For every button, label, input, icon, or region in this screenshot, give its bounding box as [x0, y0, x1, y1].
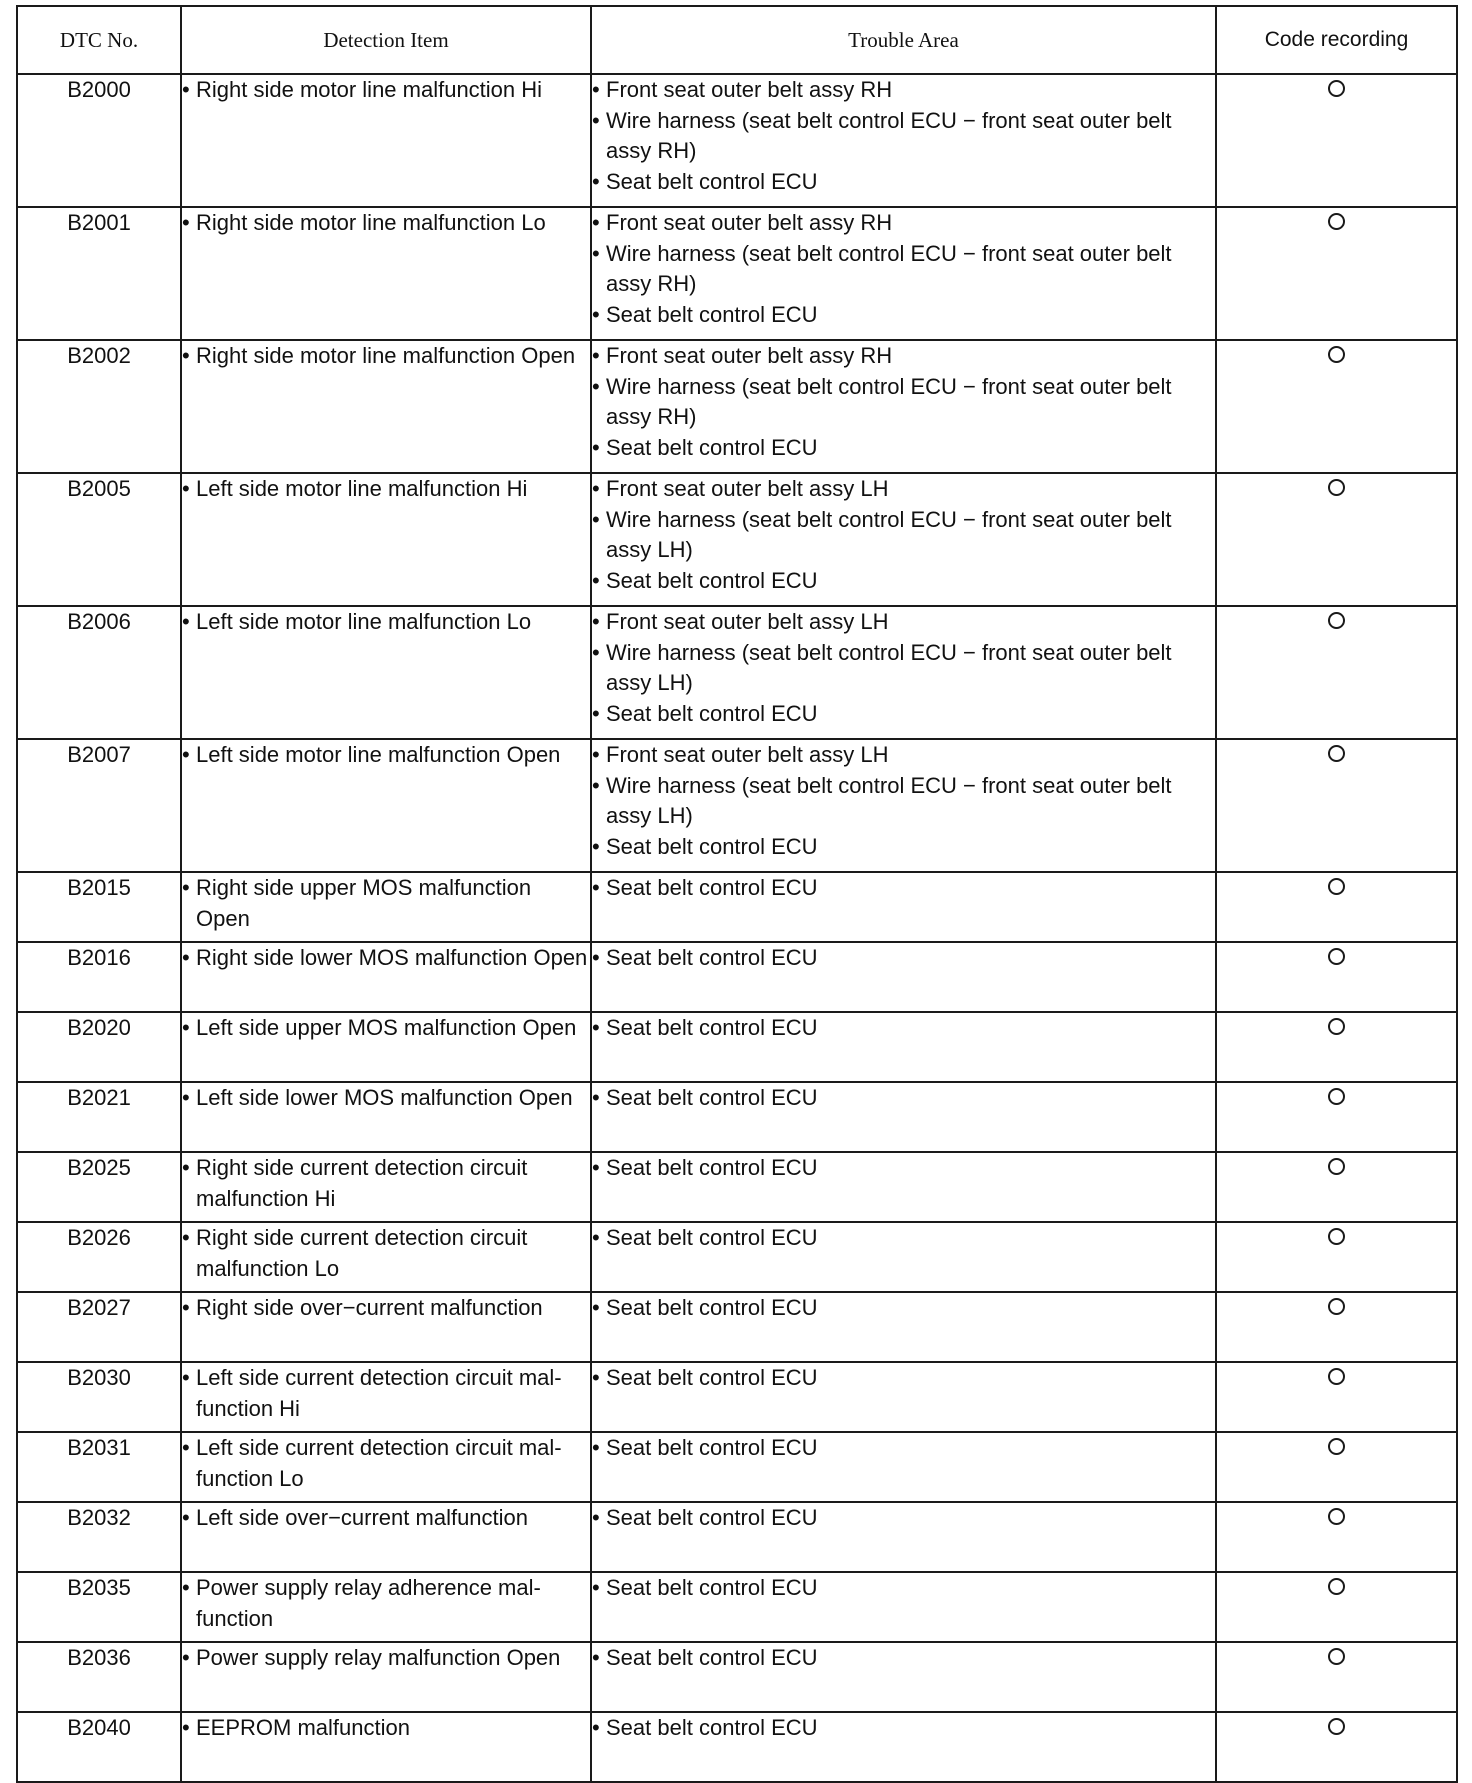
header-trouble-area: Trouble Area	[591, 6, 1216, 74]
dtc-code: B2000	[17, 74, 181, 207]
detection-item-list	[182, 1643, 590, 1674]
table-row	[17, 340, 1457, 473]
circle-icon	[1328, 1228, 1345, 1245]
detection-item: • Left side motor line malfunction Hi	[182, 474, 590, 505]
detection-item: • Right side motor line malfunction Hi	[182, 75, 590, 106]
circle-icon	[1328, 1158, 1345, 1175]
detection-item-cell	[181, 739, 591, 872]
detection-item-cell	[181, 473, 591, 606]
trouble-area-cell	[591, 1222, 1216, 1292]
trouble-area-item: • Seat belt control ECU	[592, 300, 1215, 331]
trouble-area-cell	[591, 606, 1216, 739]
code-recording-cell	[1216, 1642, 1457, 1712]
trouble-area-cell	[591, 1642, 1216, 1712]
trouble-area-list	[592, 474, 1215, 596]
trouble-area-cell	[591, 1152, 1216, 1222]
detection-item: • Right side lower MOS malfunction Open	[182, 943, 590, 974]
detection-item-list	[182, 75, 590, 106]
table-row	[17, 872, 1457, 942]
trouble-area-item: • Wire harness (seat belt control ECU − front seat outer belt assy LH)	[592, 771, 1215, 832]
trouble-area-cell	[591, 207, 1216, 340]
detection-item: • Right side upper MOS malfunction Open	[182, 873, 590, 934]
detection-item-list	[182, 1013, 590, 1044]
trouble-area-item: • Wire harness (seat belt control ECU − front seat outer belt assy RH)	[592, 239, 1215, 300]
trouble-area-item: • Seat belt control ECU	[592, 699, 1215, 730]
header-code-recording: Code recording	[1216, 6, 1457, 74]
detection-item: • EEPROM malfunction	[182, 1713, 590, 1744]
trouble-area-item: • Seat belt control ECU	[592, 566, 1215, 597]
trouble-area-list	[592, 341, 1215, 463]
circle-icon	[1328, 1298, 1345, 1315]
detection-item-cell	[181, 1082, 591, 1152]
dtc-code: B2016	[17, 942, 181, 1012]
trouble-area-cell	[591, 1502, 1216, 1572]
detection-item-cell	[181, 1292, 591, 1362]
dtc-code: B2030	[17, 1362, 181, 1432]
trouble-area-item: • Wire harness (seat belt control ECU − front seat outer belt assy RH)	[592, 106, 1215, 167]
trouble-area-list	[592, 1293, 1215, 1324]
dtc-code: B2021	[17, 1082, 181, 1152]
trouble-area-item: • Seat belt control ECU	[592, 433, 1215, 464]
detection-item-cell	[181, 1502, 591, 1572]
trouble-area-item: • Seat belt control ECU	[592, 167, 1215, 198]
table-row	[17, 1222, 1457, 1292]
table-row	[17, 473, 1457, 606]
detection-item: • Right side motor line malfunction Open	[182, 341, 590, 372]
detection-item-list	[182, 1433, 590, 1494]
table-row	[17, 1642, 1457, 1712]
trouble-area-item: • Front seat outer belt assy LH	[592, 474, 1215, 505]
trouble-area-item: • Seat belt control ECU	[592, 1293, 1215, 1324]
trouble-area-list	[592, 1433, 1215, 1464]
trouble-area-cell	[591, 1362, 1216, 1432]
trouble-area-list	[592, 1153, 1215, 1184]
code-recording-cell	[1216, 1432, 1457, 1502]
detection-item-cell	[181, 207, 591, 340]
detection-item: • Left side upper MOS malfunction Open	[182, 1013, 590, 1044]
trouble-area-cell	[591, 1082, 1216, 1152]
detection-item-list	[182, 1713, 590, 1744]
trouble-area-list	[592, 1643, 1215, 1674]
trouble-area-list	[592, 873, 1215, 904]
header-dtc-no: DTC No.	[17, 6, 181, 74]
detection-item: • Right side current detection circuit malfunction Hi	[182, 1153, 590, 1214]
detection-item-list	[182, 474, 590, 505]
trouble-area-cell	[591, 942, 1216, 1012]
detection-item: • Power supply relay malfunction Open	[182, 1643, 590, 1674]
detection-item-list	[182, 873, 590, 934]
detection-item: • Left side current detection circuit malfunction Hi	[182, 1363, 590, 1424]
trouble-area-item: • Seat belt control ECU	[592, 943, 1215, 974]
code-recording-cell	[1216, 1292, 1457, 1362]
trouble-area-list	[592, 1573, 1215, 1604]
circle-icon	[1328, 479, 1345, 496]
dtc-code: B2036	[17, 1642, 181, 1712]
detection-item: • Left side lower MOS malfunction Open	[182, 1083, 590, 1114]
code-recording-cell	[1216, 1222, 1457, 1292]
detection-item-list	[182, 1293, 590, 1324]
table-row	[17, 207, 1457, 340]
trouble-area-item: • Wire harness (seat belt control ECU − front seat outer belt assy LH)	[592, 505, 1215, 566]
table-row	[17, 739, 1457, 872]
dtc-table	[16, 5, 1458, 1783]
code-recording-cell	[1216, 872, 1457, 942]
code-recording-cell	[1216, 606, 1457, 739]
circle-icon	[1328, 745, 1345, 762]
trouble-area-item: • Seat belt control ECU	[592, 1713, 1215, 1744]
trouble-area-list	[592, 1013, 1215, 1044]
trouble-area-cell	[591, 739, 1216, 872]
trouble-area-list	[592, 943, 1215, 974]
header-detection-item: Detection Item	[181, 6, 591, 74]
dtc-code: B2001	[17, 207, 181, 340]
code-recording-cell	[1216, 1362, 1457, 1432]
dtc-code: B2007	[17, 739, 181, 872]
dtc-code: B2040	[17, 1712, 181, 1782]
detection-item: • Left side current detection circuit malfunction Lo	[182, 1433, 590, 1494]
code-recording-cell	[1216, 1152, 1457, 1222]
dtc-code: B2035	[17, 1572, 181, 1642]
detection-item-list	[182, 1223, 590, 1284]
dtc-code: B2020	[17, 1012, 181, 1082]
trouble-area-list	[592, 1503, 1215, 1534]
trouble-area-cell	[591, 1432, 1216, 1502]
table-body	[17, 74, 1457, 1782]
table-row	[17, 942, 1457, 1012]
detection-item-cell	[181, 1152, 591, 1222]
dtc-code: B2026	[17, 1222, 181, 1292]
trouble-area-item: • Seat belt control ECU	[592, 1153, 1215, 1184]
dtc-code: B2031	[17, 1432, 181, 1502]
circle-icon	[1328, 1368, 1345, 1385]
trouble-area-item: • Front seat outer belt assy RH	[592, 75, 1215, 106]
circle-icon	[1328, 1718, 1345, 1735]
trouble-area-item: • Seat belt control ECU	[592, 1013, 1215, 1044]
table-row	[17, 1082, 1457, 1152]
circle-icon	[1328, 80, 1345, 97]
trouble-area-item: • Seat belt control ECU	[592, 832, 1215, 863]
detection-item: • Right side over−current malfunction	[182, 1293, 590, 1324]
trouble-area-item: • Front seat outer belt assy LH	[592, 740, 1215, 771]
detection-item-list	[182, 208, 590, 239]
detection-item-list	[182, 1083, 590, 1114]
table-row	[17, 1292, 1457, 1362]
code-recording-cell	[1216, 1502, 1457, 1572]
code-recording-cell	[1216, 739, 1457, 872]
table-row	[17, 74, 1457, 207]
trouble-area-item: • Seat belt control ECU	[592, 1573, 1215, 1604]
table-row	[17, 1572, 1457, 1642]
dtc-code: B2002	[17, 340, 181, 473]
trouble-area-item: • Seat belt control ECU	[592, 1363, 1215, 1394]
circle-icon	[1328, 213, 1345, 230]
detection-item-list	[182, 341, 590, 372]
detection-item-list	[182, 1153, 590, 1214]
trouble-area-list	[592, 75, 1215, 197]
table-row	[17, 606, 1457, 739]
detection-item-cell	[181, 872, 591, 942]
code-recording-cell	[1216, 1572, 1457, 1642]
detection-item-list	[182, 740, 590, 771]
trouble-area-item: • Seat belt control ECU	[592, 1643, 1215, 1674]
dtc-code: B2025	[17, 1152, 181, 1222]
detection-item: • Right side motor line malfunction Lo	[182, 208, 590, 239]
circle-icon	[1328, 1578, 1345, 1595]
trouble-area-item: • Seat belt control ECU	[592, 1223, 1215, 1254]
table-row	[17, 1362, 1457, 1432]
circle-icon	[1328, 346, 1345, 363]
code-recording-cell	[1216, 74, 1457, 207]
circle-icon	[1328, 1088, 1345, 1105]
table-row	[17, 1432, 1457, 1502]
trouble-area-list	[592, 1713, 1215, 1744]
table-header-row	[17, 6, 1457, 74]
table-row	[17, 1012, 1457, 1082]
trouble-area-cell	[591, 340, 1216, 473]
code-recording-cell	[1216, 1012, 1457, 1082]
dtc-code: B2015	[17, 872, 181, 942]
trouble-area-list	[592, 1223, 1215, 1254]
detection-item-list	[182, 1573, 590, 1634]
trouble-area-item: • Seat belt control ECU	[592, 1503, 1215, 1534]
detection-item-cell	[181, 1572, 591, 1642]
trouble-area-cell	[591, 1292, 1216, 1362]
detection-item: • Right side current detection circuit malfunction Lo	[182, 1223, 590, 1284]
trouble-area-item: • Seat belt control ECU	[592, 873, 1215, 904]
trouble-area-cell	[591, 473, 1216, 606]
detection-item-cell	[181, 340, 591, 473]
circle-icon	[1328, 1438, 1345, 1455]
circle-icon	[1328, 1648, 1345, 1665]
circle-icon	[1328, 612, 1345, 629]
trouble-area-item: • Front seat outer belt assy RH	[592, 341, 1215, 372]
trouble-area-cell	[591, 1012, 1216, 1082]
dtc-code: B2005	[17, 473, 181, 606]
trouble-area-list	[592, 607, 1215, 729]
trouble-area-list	[592, 740, 1215, 862]
code-recording-cell	[1216, 942, 1457, 1012]
table-row	[17, 1502, 1457, 1572]
circle-icon	[1328, 1018, 1345, 1035]
detection-item-cell	[181, 1012, 591, 1082]
detection-item-list	[182, 1503, 590, 1534]
detection-item-cell	[181, 1362, 591, 1432]
detection-item: • Power supply relay adherence malfunction	[182, 1573, 590, 1634]
trouble-area-item: • Front seat outer belt assy LH	[592, 607, 1215, 638]
detection-item-cell	[181, 1642, 591, 1712]
code-recording-cell	[1216, 340, 1457, 473]
trouble-area-item: • Seat belt control ECU	[592, 1083, 1215, 1114]
detection-item-cell	[181, 606, 591, 739]
circle-icon	[1328, 878, 1345, 895]
trouble-area-cell	[591, 1572, 1216, 1642]
trouble-area-item: • Front seat outer belt assy RH	[592, 208, 1215, 239]
trouble-area-list	[592, 1363, 1215, 1394]
detection-item: • Left side motor line malfunction Open	[182, 740, 590, 771]
detection-item-cell	[181, 1222, 591, 1292]
trouble-area-item: • Wire harness (seat belt control ECU − front seat outer belt assy LH)	[592, 638, 1215, 699]
dtc-code: B2006	[17, 606, 181, 739]
trouble-area-list	[592, 1083, 1215, 1114]
detection-item-list	[182, 607, 590, 638]
detection-item: • Left side over−current malfunction	[182, 1503, 590, 1534]
trouble-area-item: • Wire harness (seat belt control ECU − front seat outer belt assy RH)	[592, 372, 1215, 433]
detection-item-list	[182, 1363, 590, 1424]
detection-item-list	[182, 943, 590, 974]
code-recording-cell	[1216, 207, 1457, 340]
dtc-code: B2027	[17, 1292, 181, 1362]
code-recording-cell	[1216, 1082, 1457, 1152]
circle-icon	[1328, 948, 1345, 965]
detection-item-cell	[181, 74, 591, 207]
trouble-area-cell	[591, 872, 1216, 942]
circle-icon	[1328, 1508, 1345, 1525]
detection-item-cell	[181, 1432, 591, 1502]
detection-item: • Left side motor line malfunction Lo	[182, 607, 590, 638]
table-row	[17, 1152, 1457, 1222]
trouble-area-cell	[591, 74, 1216, 207]
code-recording-cell	[1216, 473, 1457, 606]
dtc-code: B2032	[17, 1502, 181, 1572]
detection-item-cell	[181, 942, 591, 1012]
trouble-area-item: • Seat belt control ECU	[592, 1433, 1215, 1464]
trouble-area-list	[592, 208, 1215, 330]
